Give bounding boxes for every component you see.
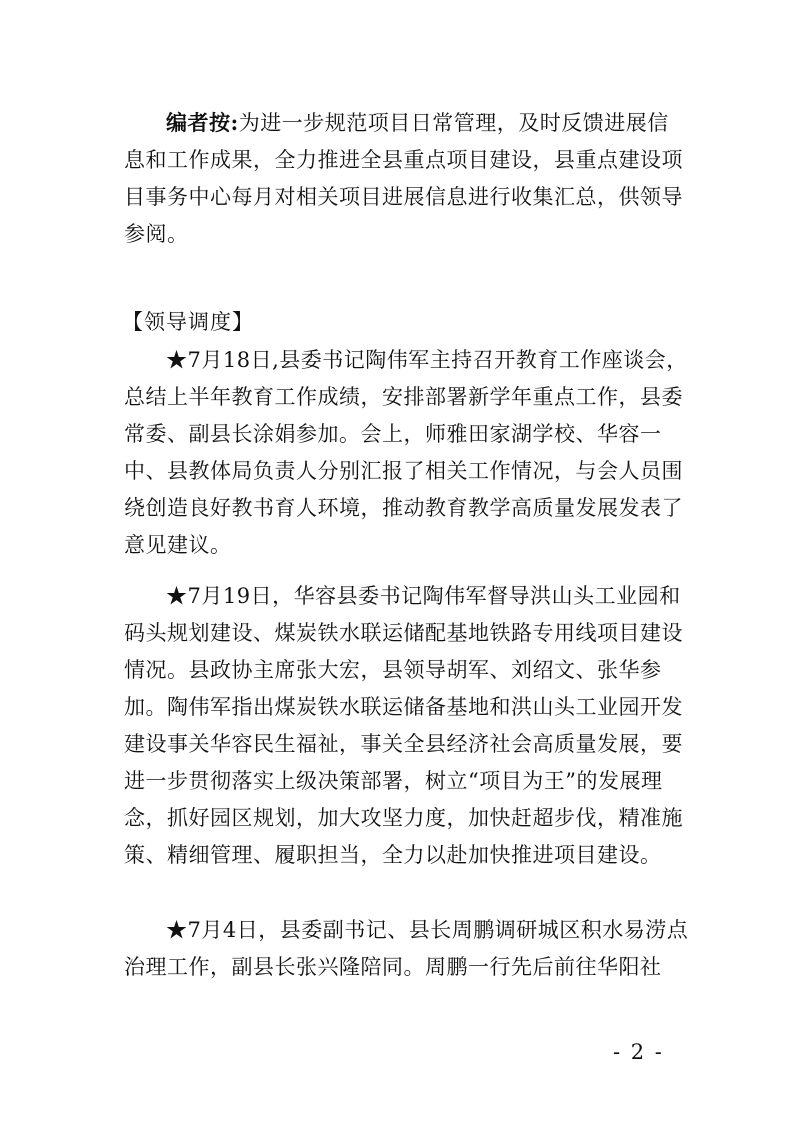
editor-note-paragraph (124, 104, 690, 253)
page-number: - 2 - (613, 1040, 664, 1064)
section-heading: 【领导调度】 (122, 310, 254, 334)
news-item-3: ★7月4日，县委副书记、县长周鹏调研城区积水易涝点治理工作，副县长张兴隆陪同。周鹏一行先后前往华阳社 (124, 918, 689, 979)
news-item-1: ★7月18日,县委书记陶伟军主持召开教育工作座谈会，总结上半年教育工作成绩，安排部署新学年重点工作，县委常委、副县长涂娟参加。会上，师雅田家湖学校、华容一中、县教体局负责人分别汇报了相关工作情况，与会人员围绕创造良好教书育人环境，推动教育教学高质量发展发表了意见建议。 (124, 348, 688, 557)
editor-note-text: 为进一步规范项目日常管理，及时反馈进展信息和工作成果，全力推进全县重点项目建设，县重点建设项目事务中心每月对相关项目进展信息进行收集汇总，供领导参阅。 (124, 111, 683, 246)
news-item-2: ★7月19日，华容县委书记陶伟军督导洪山头工业园和码头规划建设、煤炭铁水联运储配基地铁路专用线项目建设情况。县政协主席张大宏，县领导胡军、刘绍文、张华参加。陶伟军指出煤炭铁水联运储备基地和洪山头工业园开发建设事关华容民生福祉，事关全县经济社会高质量发展，要进一步贯彻落实上级决策部署，树立“项目为王”的发展理念，抓好园区规划，加大攻坚力度，加快赶超步伐，精准施策、精细管理、履职担当，全力以赴加快推进项目建设。 (124, 584, 683, 867)
editor-note-label: 编者按: (166, 110, 239, 135)
